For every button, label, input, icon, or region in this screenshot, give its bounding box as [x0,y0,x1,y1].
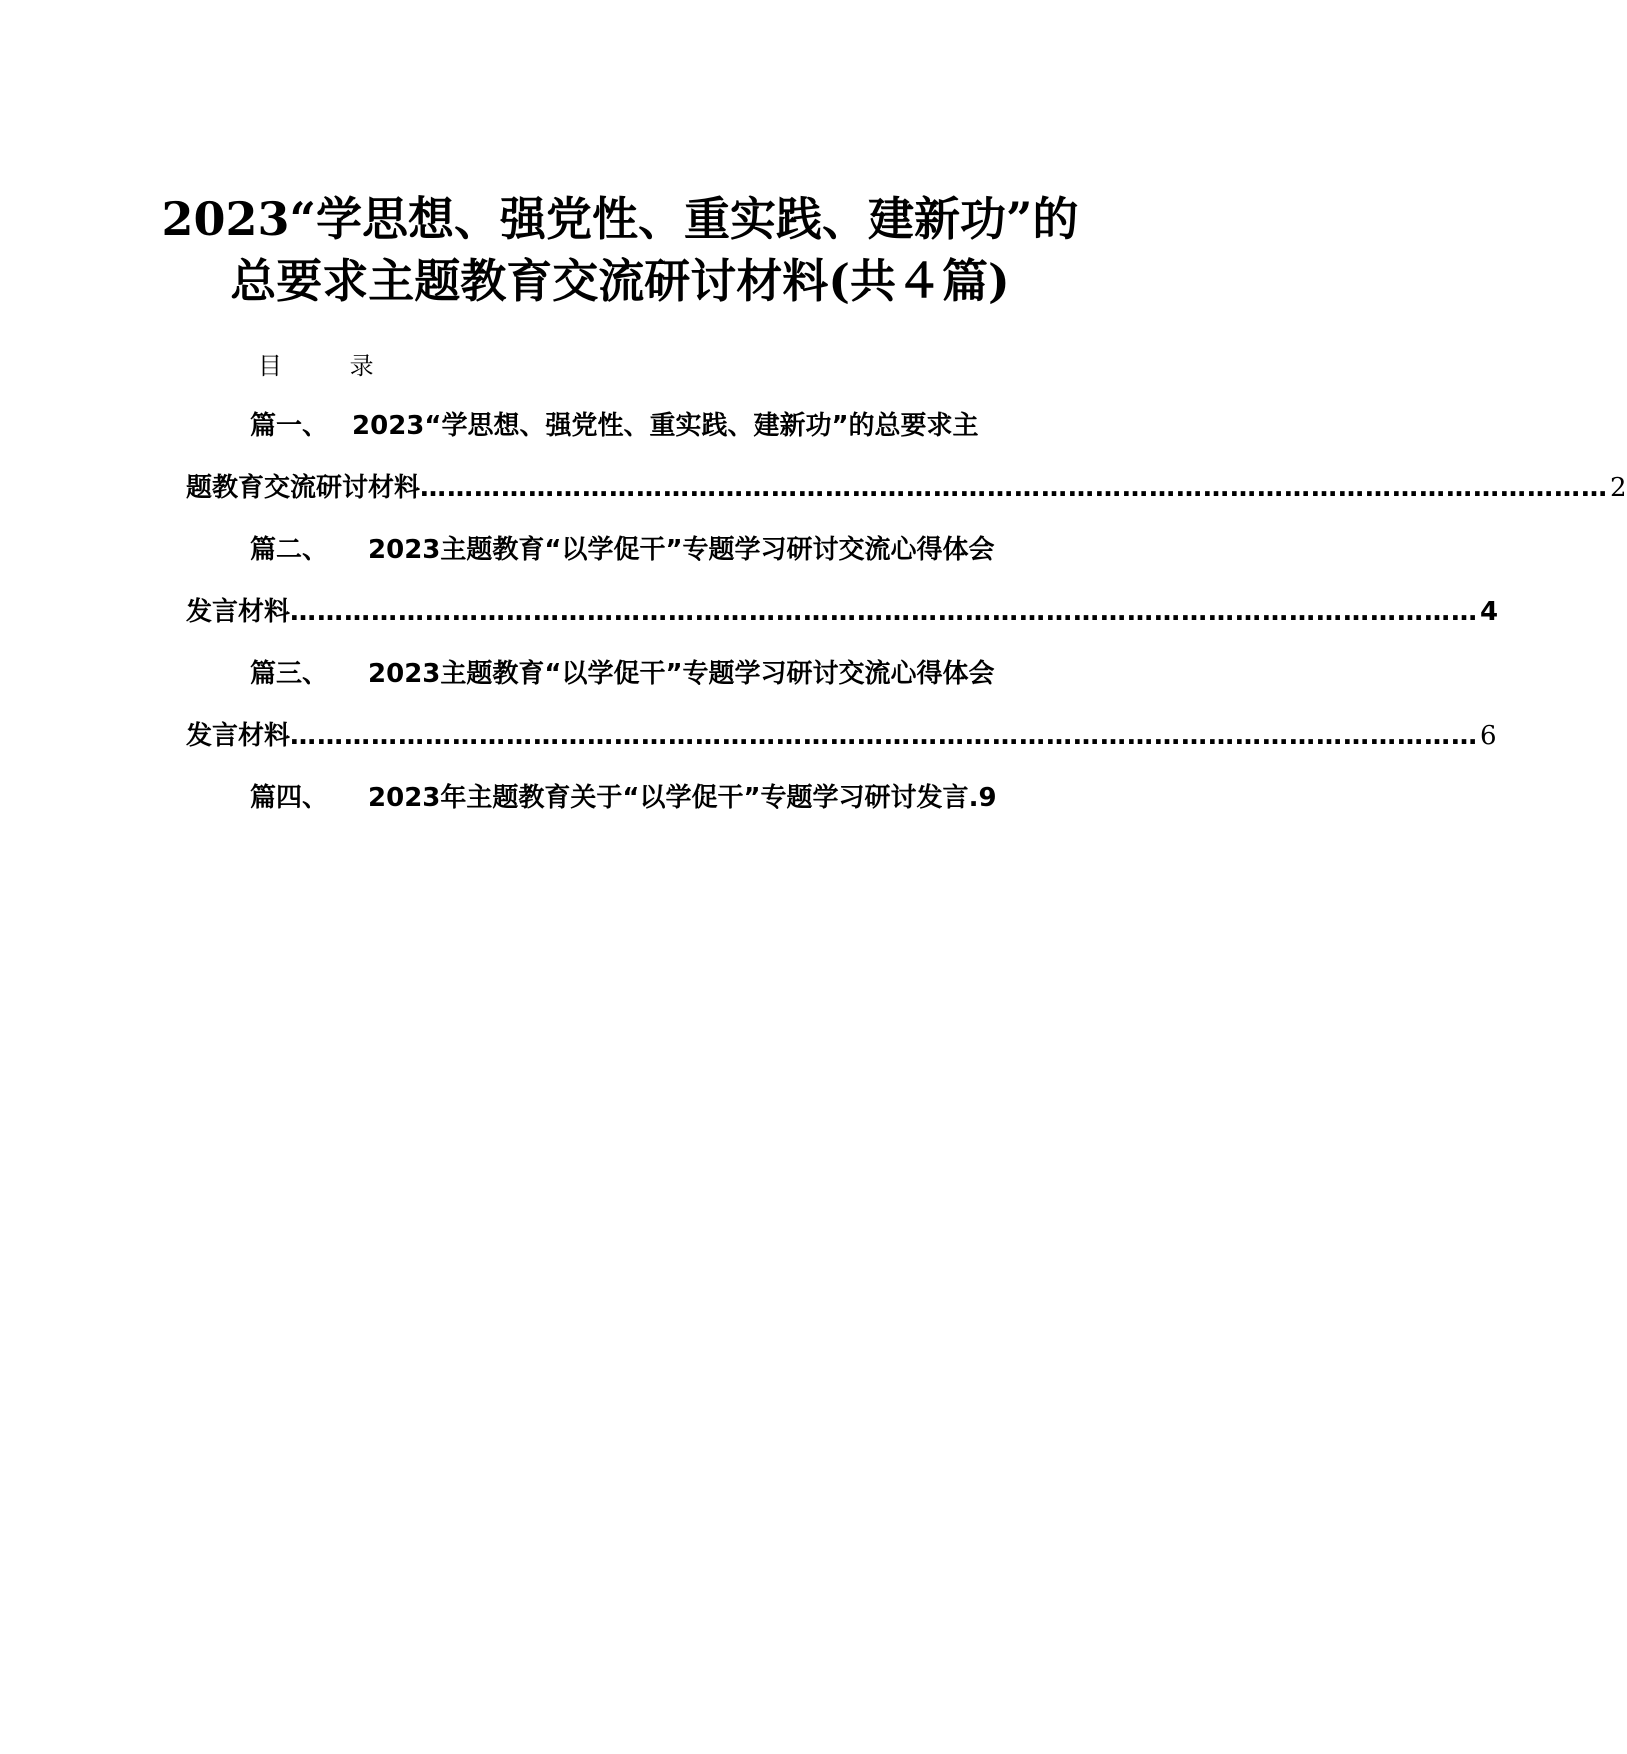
toc-leader-dots: …………………………………………………………………………………………………………………… [420,473,1609,503]
title-line-2: 总要求主题教育交流研讨材料(共４篇) [230,254,1010,308]
page-title [0,188,1240,312]
toc-entry-title: 2023“学思想、强党性、重实践、建新功”的总要求主 [352,411,979,441]
toc-entry-title: 2023年主题教育关于“以学促干”专题学习研讨发言 [368,783,969,813]
toc-entry-title-cont: 题教育交流研讨材料 [186,473,421,503]
toc-page-number: 9 [978,783,997,813]
title-line-1: 2023“学思想、强党性、重实践、建新功”的 [161,192,1079,246]
toc-page-number: 6 [1480,721,1497,751]
toc-entry-4[interactable] [250,780,997,816]
toc-heading: 目 录 [258,352,404,380]
toc-entry-3[interactable] [250,656,995,692]
toc-entry-1[interactable] [250,408,979,444]
toc-entry-title: 2023主题教育“以学促干”专题学习研讨交流心得体会 [368,535,995,565]
toc-entry-label: 篇一、 [250,411,329,441]
toc-leader-dots: …………………………………………………………………………………………………………………… [290,721,1479,751]
toc-entry-title-cont: 发言材料 [186,721,291,751]
toc-entry-title-cont: 发言材料 [186,597,291,627]
toc-entry-title: 2023主题教育“以学促干”专题学习研讨交流心得体会 [368,659,995,689]
toc-leader-dots: …………………………………………………………………………………………………………………… [290,597,1479,627]
toc-leader-dots: . [968,783,979,813]
toc-entry-1-continuation[interactable] [186,470,1627,506]
toc-entry-label: 篇二、 [250,535,329,565]
toc-entry-label: 篇三、 [250,659,329,689]
toc-entry-3-continuation[interactable] [186,718,1497,754]
toc-entry-2-continuation[interactable] [186,594,1499,630]
toc-page-number: 4 [1480,597,1499,627]
toc-page-number: 2 [1610,473,1627,503]
toc-entry-2[interactable] [250,532,995,568]
toc-entry-label: 篇四、 [250,783,329,813]
